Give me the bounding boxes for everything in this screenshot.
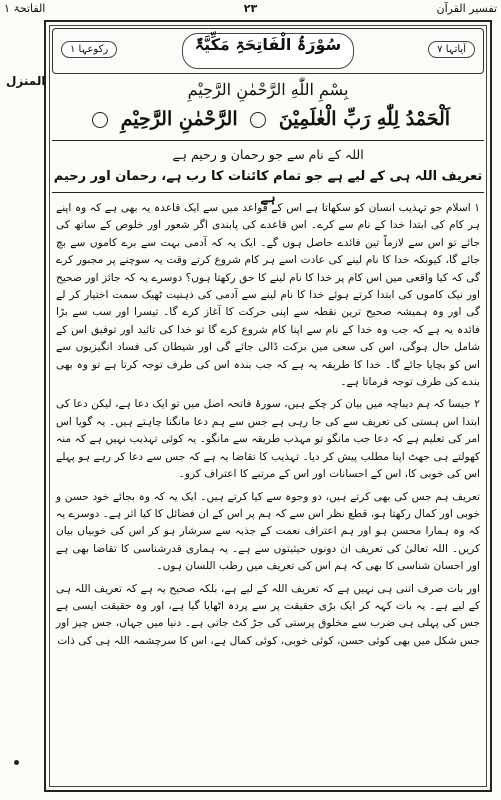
verse-end-marker xyxy=(92,112,108,128)
commentary-paragraph: اور بات صرف اتنی ہی نہیں ہے کہ تعریف اللہ کے لیے ہے، بلکہ صحیح یہ ہے کہ تعریف اللہ ہی کے لیے ہے۔ یہ بات کہہ کر ایک بڑی حقیقت پر سے پردہ اٹھایا گیا ہے، اور وہ حقیقت ایسی ہے جس کی پہلی ہی ضرب سے مخلوق پرستی کی جڑ کٹ جاتی ہے۔ دنیا میں جہاں، جس چیز اور جس شکل میں بھی کوئی حسن، کوئی خوبی، کوئی کمال ہے، اس کا سرچشمہ اللہ ہی کی ذات xyxy=(56,582,480,647)
margin-manzil-note: المنزل xyxy=(6,74,46,88)
commentary-paragraph: ۱ اسلام جو تہذیب انسان کو سکھاتا ہے اس کے قواعد میں سے ایک قاعدہ یہ بھی ہے کہ وہ اپنے ہر کام کی ابتدا خدا کے نام سے کرے۔ اس قاعدے کی پابندی اگر شعور اور خلوص کے ساتھ کی جائے تو اس سے لازماً تین فائدے حاصل ہوں گے۔ ایک یہ کہ آدمی بہت سے برے کاموں سے بچ جائے گا، کیونکہ خدا کا نام لینے کی عادت اسے ہر کام شروع کرتے وقت یہ سوچنے پر مجبور کرے گی کہ کیا واقعی میں اس کام پر خدا کا نام لینے کا حق رکھتا ہوں؟ دوسرے یہ کہ جائز اور صحیح اور نیک کاموں کی ابتدا کرتے ہوئے خدا کا نام لینے سے آدمی کی ذہنیت ٹھیک سمت اختیار کر لے گی اور وہ ہمیشہ صحیح ترین نقطہ سے اپنی حرکت کا آغاز کرے گا۔ تیسرا اور سب سے بڑا فائدہ یہ ہے کہ جب وہ خدا کے نام سے اپنا کام شروع کرے گا تو خدا کی تائید اور توفیق اس کے شامل حال ہوگی، اس کی سعی میں برکت ڈالی جائے گی اور شیطان کی فساد انگیزیوں سے اس کو بچایا جائے گا۔ خدا کا طریقہ یہ ہے کہ جب بندہ اس کی طرف توجہ کرتا ہے تو وہ بھی بندے کی طرف توجہ فرماتا ہے۔ xyxy=(56,202,480,389)
surah-banner xyxy=(52,28,484,74)
ruku-count-box: رکوعہا ۱ xyxy=(61,41,117,58)
commentary-paragraph: تعریف ہم جس کی بھی کرتے ہیں، دو وجوہ سے کیا کرتے ہیں۔ ایک یہ کہ وہ بجائے خود حسن و خوبی اور کمال رکھتا ہو، قطع نظر اس سے کہ ہم پر اس کے ان فضائل کا کیا اثر ہے۔ دوسرے یہ کہ وہ ہمارا محسن ہو اور ہم اعتراف نعمت کے جذبہ سے سرشار ہو کر اس کی خوبیاں بیان کریں۔ اللہ تعالیٰ کی تعریف ان دونوں حیثیتوں سے ہے۔ یہ ہماری قدرشناسی کا تقاضا بھی ہے اور احسان شناسی کا بھی کہ ہم اس کی تعریف میں رطب اللسان ہوں۔ xyxy=(56,490,480,573)
bismillah: بِسْمِ اللّٰهِ الرَّحْمٰنِ الرَّحِيْمِ xyxy=(187,80,349,99)
book-title: تفسیر القرآن xyxy=(436,2,497,15)
arabic-verses xyxy=(52,106,484,132)
verse-1: اَلْحَمْدُ لِلّٰهِ رَبِّ الْعٰلَمِيْنَ xyxy=(278,108,451,130)
running-head xyxy=(4,2,497,18)
divider-rule xyxy=(52,192,484,193)
translation-line-2: تعریف اللہ ہی کے لیے ہے جو تمام کائنات کا رب ہے، رحمان اور رحیم ہے xyxy=(53,169,483,206)
tafsir-commentary xyxy=(56,200,480,655)
ayat-count-box: آیاتہا ۷ xyxy=(428,41,475,58)
translation-line-1: اللہ کے نام سے جو رحمان و رحیم ہے xyxy=(172,147,364,162)
page-number: ۲۳ xyxy=(243,2,258,15)
surah-name: سُوْرَۃُ الْفَاتِحَۃِ مَکِّیَّۃٌ xyxy=(194,35,342,54)
divider-rule xyxy=(52,140,484,141)
verse-2: الرَّحْمٰنِ الرَّحِيْمِ xyxy=(120,108,238,130)
page-frame xyxy=(44,20,492,792)
commentary-paragraph: ۲ جیسا کہ ہم دیباچہ میں بیان کر چکے ہیں، سورۂ فاتحہ اصل میں تو ایک دعا ہے، لیکن دعا کی ابتدا اس ہستی کی تعریف سے کی جا رہی ہے جس سے ہم دعا مانگنا چاہتے ہیں۔ یہ گویا اس امر کی تعلیم ہے کہ دعا جب مانگو تو مہذب طریقہ سے مانگو۔ یہ کوئی تہذیب نہیں ہے کہ منہ کھولتے ہی جھٹ اپنا مطلب پیش کر دیا۔ تہذیب کا تقاضا یہ ہے کہ جس سے دعا کر رہے ہو پہلے اس کی خوبی کا، اس کے احسانات اور اس کے مرتبے کا اعتراف کرو۔ xyxy=(56,398,480,481)
verse-end-marker xyxy=(250,112,266,128)
margin-dot xyxy=(14,760,19,765)
surah-reference: الفاتحۃ ۱ xyxy=(4,2,46,15)
